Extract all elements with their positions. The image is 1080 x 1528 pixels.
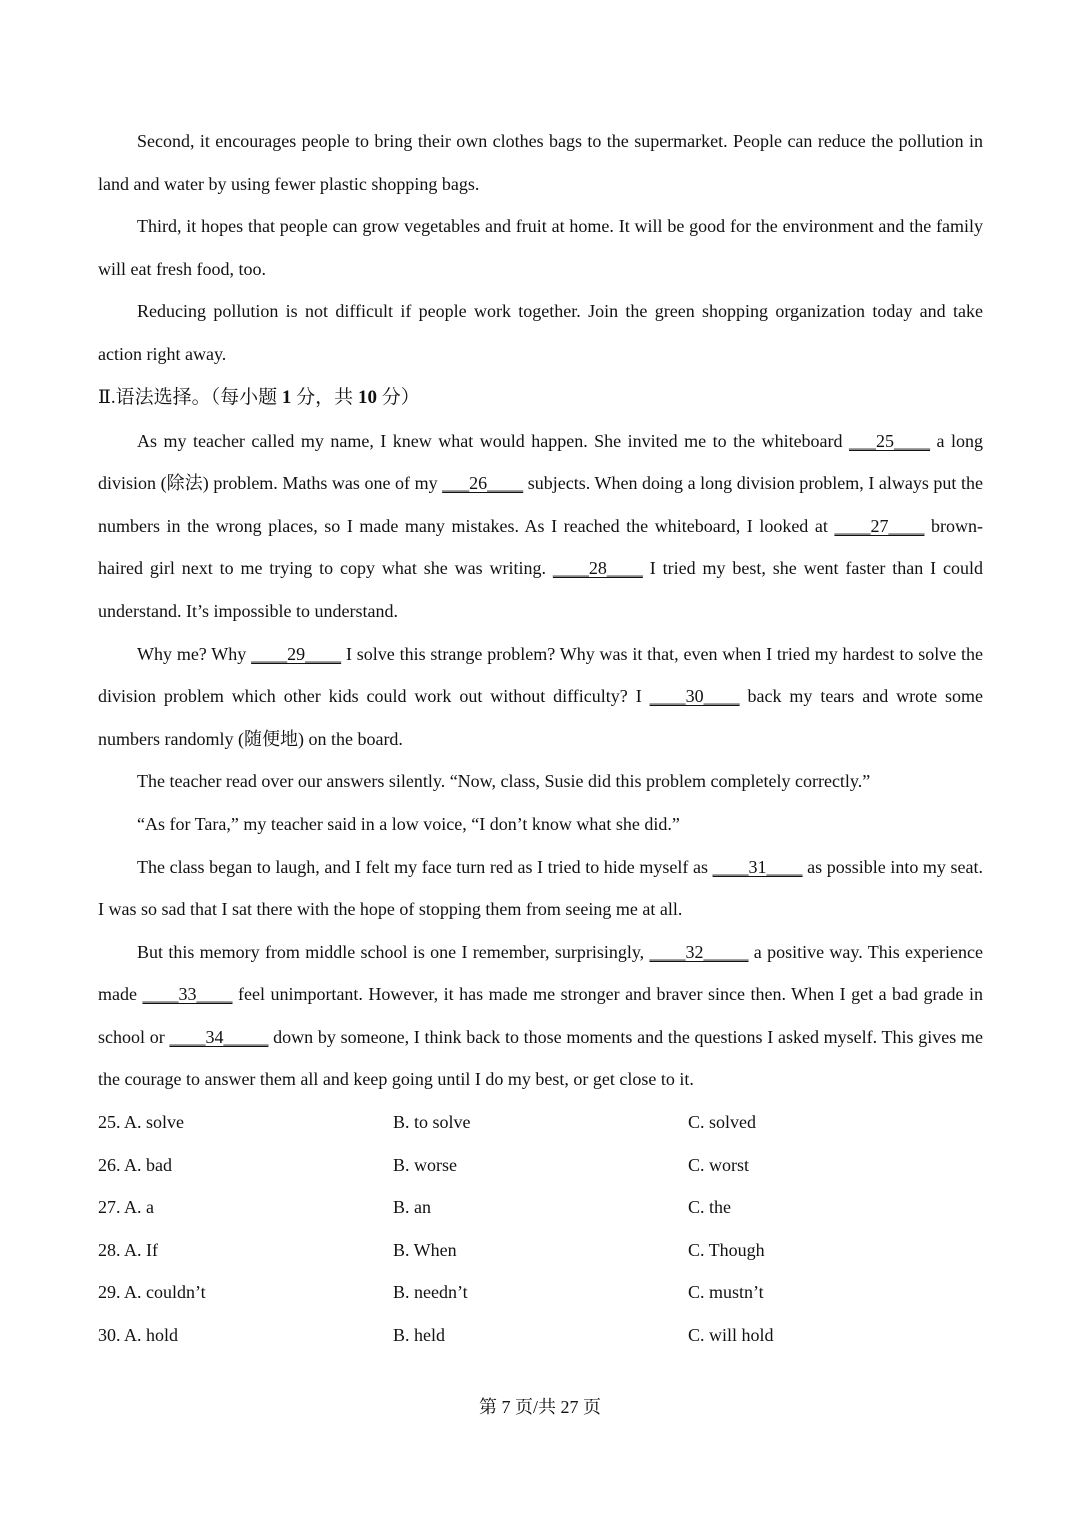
- reading-paragraph-second: Second, it encourages people to bring their own clothes bags to the supermarket. People can reduce the pollution in land and water by using fewer plastic shopping bags.: [98, 131, 983, 194]
- option-a: 27. A. a: [98, 1197, 154, 1218]
- passage-text: as possible into my seat. I was so sad that I sat there with the hope of stopping them from seeing me at all.: [98, 856, 983, 920]
- page-number-footer: 第 7 页/共 27 页: [478, 1397, 601, 1417]
- passage-text: But this memory from middle school is one I remember, surprisingly,: [137, 941, 650, 962]
- passage-text: feel unimportant. However, it has made me stronger and braver since then. When I get a bad grade in school or: [98, 984, 984, 1047]
- passage-text: As my teacher called my name, I knew what would happen. She invited me to the whiteboard: [137, 430, 850, 451]
- blank-27: ____27____: [834, 515, 925, 536]
- passage-text: I tried my best, she went faster than I could understand. It’s impossible to understand.: [98, 558, 983, 621]
- section-heading-suffix: 分）: [376, 386, 420, 408]
- option-c: C. solved: [688, 1112, 757, 1133]
- blank-29: ____29____: [251, 643, 342, 664]
- option-c: C. worst: [688, 1154, 750, 1175]
- passage-text: back my tears and wrote some numbers randomly (随便地) on the board.: [98, 686, 983, 749]
- option-b: B. needn’t: [393, 1282, 468, 1303]
- passage-paragraph-5: [98, 846, 983, 931]
- option-a: 26. A. bad: [98, 1154, 172, 1175]
- passage-paragraph-6: [98, 931, 983, 1101]
- passage-text: subjects. When doing a long division problem, I always put the numbers in the wrong places, so I made many mistakes. As I reached the whiteboard, I looked at: [98, 473, 983, 536]
- option-b: B. worse: [393, 1154, 457, 1175]
- blank-25: ___25____: [849, 430, 931, 451]
- option-a: 25. A. solve: [98, 1112, 185, 1133]
- option-b: B. When: [393, 1239, 457, 1260]
- blank-32: ____32_____: [649, 941, 749, 962]
- passage-paragraph-1: [98, 420, 983, 633]
- blank-34: ____34_____: [169, 1026, 269, 1047]
- passage-text: a long division (除法) problem. Maths was one of my: [98, 430, 983, 494]
- passage-text: brown-haired girl next to me trying to copy what she was writing.: [98, 515, 983, 579]
- section-points-each: 1: [281, 386, 292, 408]
- passage-text: The class began to laugh, and I felt my face turn red as I tried to hide myself as: [137, 856, 713, 877]
- option-c: C. mustn’t: [688, 1282, 764, 1303]
- section-heading-middle: 分，共: [291, 386, 358, 408]
- option-a: 29. A. couldn’t: [98, 1282, 206, 1303]
- option-b: B. an: [393, 1197, 431, 1218]
- blank-30: ____30____: [649, 686, 740, 707]
- reading-paragraph-third: Third, it hopes that people can grow vegetables and fruit at home. It will be good for the environment and the family will eat fresh food, too.: [98, 216, 983, 279]
- passage-paragraph-3: The teacher read over our answers silently. “Now, class, Susie did this problem completely correctly.”: [137, 771, 871, 792]
- option-c: C. Though: [688, 1239, 765, 1260]
- option-row-29: [98, 1271, 983, 1314]
- option-row-27: [98, 1186, 983, 1229]
- blank-26: ___26____: [442, 473, 524, 494]
- reading-paragraph-conclusion: Reducing pollution is not difficult if people work together. Join the green shopping organization today and take action right away.: [98, 301, 983, 364]
- blank-33: ____33____: [142, 984, 233, 1005]
- answer-options: [98, 1101, 983, 1357]
- option-c: C. will hold: [688, 1325, 774, 1346]
- passage-text: a positive way. This experience made: [98, 941, 983, 1005]
- option-c: C. the: [688, 1197, 731, 1218]
- option-b: B. held: [393, 1325, 445, 1346]
- option-a: 30. A. hold: [98, 1325, 179, 1346]
- passage-paragraph-2: [98, 633, 983, 761]
- option-row-28: [98, 1229, 983, 1272]
- section-heading-grammar: [98, 383, 983, 413]
- blank-28: ____28____: [552, 558, 643, 579]
- passage-text: down by someone, I think back to those moments and the questions I asked myself. This gives me the courage to answer them all and keep going until I do my best, or get close to it.: [98, 1026, 983, 1090]
- page-content: [98, 120, 983, 1357]
- passage-text: Why me? Why: [137, 643, 252, 664]
- option-a: 28. A. If: [98, 1239, 158, 1260]
- section-heading-prefix: Ⅱ.语法选择。（每小题: [98, 386, 282, 408]
- option-row-25: [98, 1101, 983, 1144]
- passage-text: I solve this strange problem? Why was it that, even when I tried my hardest to solve the division problem which other kids could work out without difficulty? I: [98, 643, 984, 707]
- option-row-26: [98, 1144, 983, 1187]
- blank-31: ____31____: [712, 856, 803, 877]
- section-points-total: 10: [357, 386, 377, 408]
- passage-paragraph-4: “As for Tara,” my teacher said in a low voice, “I don’t know what she did.”: [137, 813, 680, 834]
- option-row-30: [98, 1314, 983, 1357]
- option-b: B. to solve: [393, 1112, 471, 1133]
